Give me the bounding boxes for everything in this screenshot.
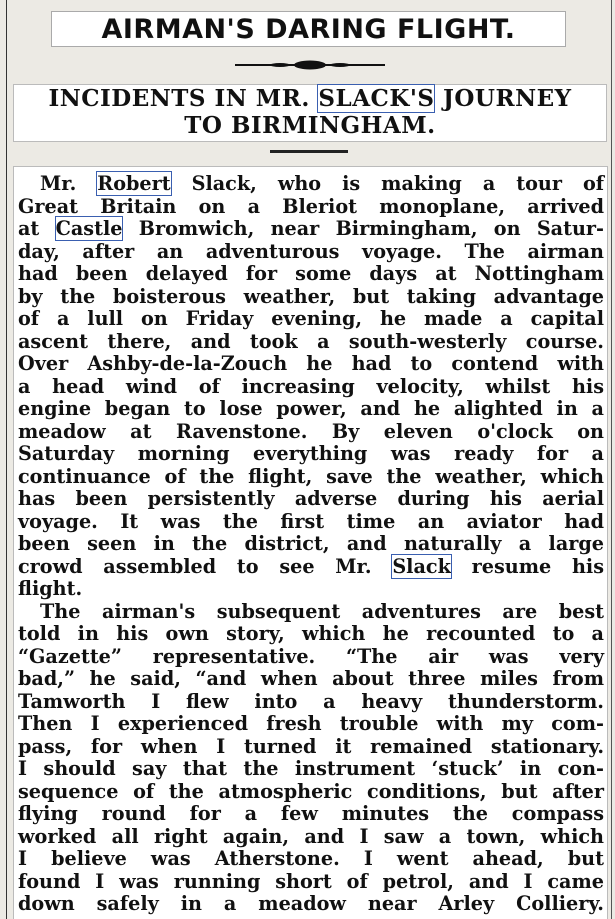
- text-line: engine began to lose power, and he alighted in a: [18, 397, 604, 420]
- text-line: been seen in the district, and naturally a large: [18, 532, 604, 555]
- text-line: flight.: [18, 577, 83, 600]
- highlight-castle: Castle: [55, 217, 123, 240]
- text-line: of a lull on Friday evening, he made a capital: [18, 307, 604, 330]
- headline-box: [51, 11, 566, 47]
- text-line: a head wind of increasing velocity, whilst his: [18, 374, 604, 398]
- text-line: at Castle Bromwich, near Birmingham, on Satur-: [18, 217, 604, 240]
- text-line: told in his own story, which he recounted to a: [18, 622, 604, 645]
- highlight-robert: Robert: [97, 172, 171, 195]
- text-line: The airman's subsequent adventures are best: [40, 599, 604, 623]
- text-line: had been delayed for some days at Nottingham: [18, 262, 604, 285]
- text-line: pass, for when I turned it remained stationary.: [18, 734, 604, 758]
- subheadline-line-2: TO BIRMINGHAM.: [184, 112, 436, 139]
- text-line: Mr. Robert Slack, who is making a tour of: [40, 172, 604, 195]
- ornament-divider: [235, 58, 385, 72]
- text-line: day, after an adventurous voyage. The airman: [18, 239, 604, 263]
- text-line: crowd assembled to see Mr. Slack resume his: [18, 554, 604, 578]
- text-line: meadow at Ravenstone. By eleven o'clock on: [18, 419, 604, 443]
- text-line: “Gazette” representative. “The air was very: [18, 644, 604, 668]
- column-rule-right: [611, 0, 612, 919]
- text-line: flying round for a few minutes the compass: [18, 802, 604, 825]
- short-divider: [270, 150, 348, 153]
- text-line: voyage. It was the first time an aviator had: [18, 509, 604, 533]
- text-line: has been persistently adverse during his aerial: [18, 487, 604, 510]
- text-line: continuance of the flight, save the weather, which: [18, 464, 604, 488]
- text-line: worked all right again, and I saw a town, which: [18, 824, 604, 848]
- text-line: bad,” he said, “and when about three miles from: [18, 667, 604, 690]
- text-line: ascent there, and took a south-westerly course.: [18, 329, 604, 353]
- subheadline-line-1: INCIDENTS IN MR. SLACK'S JOURNEY: [48, 85, 572, 112]
- column-rule-left: [6, 0, 7, 919]
- headline: AIRMAN'S DARING FLIGHT.: [101, 13, 516, 45]
- highlight-slacks: SLACK'S: [318, 85, 435, 112]
- text-line: sequence of the atmospheric conditions, but after: [18, 779, 604, 803]
- highlight-slack: Slack: [392, 554, 451, 578]
- text-line: Over Ashby-de-la-Zouch he had to contend with: [18, 352, 604, 375]
- text-line: Tamworth I flew into a heavy thunderstorm.: [18, 689, 604, 713]
- text-line: I should say that the instrument ‘stuck’ in con-: [18, 757, 604, 780]
- text-line: Great Britain on a Bleriot monoplane, arrived: [18, 194, 604, 218]
- text-line: found I was running short of petrol, and I came: [18, 869, 604, 893]
- text-line: Then I experienced fresh trouble with my com-: [18, 712, 604, 735]
- text-line: Saturday morning everything was ready for a: [18, 442, 604, 465]
- text-line: down safely in a meadow near Arley Colliery.: [18, 892, 604, 915]
- text-line: I believe was Atherstone. I went ahead, but: [18, 847, 604, 870]
- subheadline-box: [13, 84, 607, 142]
- text-line: by the boisterous weather, but taking advantage: [18, 284, 604, 308]
- article-body: [13, 166, 608, 919]
